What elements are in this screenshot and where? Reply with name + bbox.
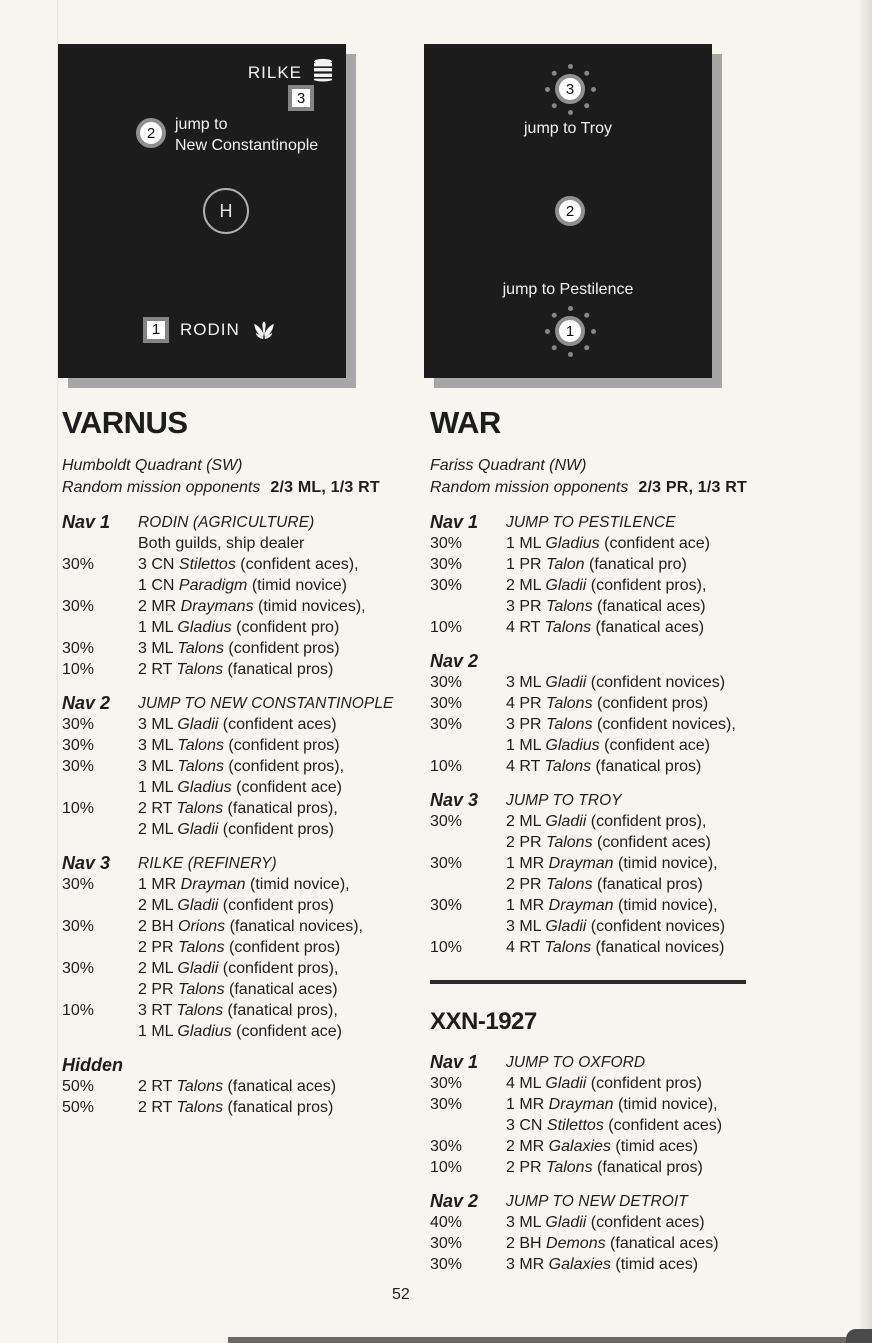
encounter-line: 2 ML Gladii (confident pros),: [506, 813, 707, 830]
encounter-probability: 30%: [62, 737, 95, 754]
encounter-line: 2 BH Orions (fanatical novices),: [138, 918, 363, 935]
encounter-line: 2 RT Talons (fanatical pros): [138, 661, 334, 678]
encounter-line: 3 CN Stilettos (confident aces): [506, 1117, 723, 1134]
nav-point-2-number: 2: [146, 124, 156, 142]
nav-point-1-asteroid-marker: [555, 316, 585, 346]
encounter-line: 3 CN Stilettos (confident aces),: [138, 556, 359, 573]
encounter-probability: [430, 832, 506, 853]
encounter-probability: [62, 979, 138, 1000]
encounter-line: 1 MR Drayman (timid novice),: [506, 897, 718, 914]
encounter-line: 2 RT Talons (fanatical pros): [138, 1099, 334, 1116]
nav-label: Nav 3: [430, 790, 479, 810]
page-number: 52: [392, 1286, 410, 1303]
encounter-line: 2 PR Talons (fanatical pros): [506, 1159, 703, 1176]
encounter-line: 3 ML Talons (confident pros): [138, 737, 340, 754]
jump-new-constantinople-label: jump to New Constantinople: [175, 116, 319, 154]
hidden-nav-marker: [203, 188, 249, 234]
nav-label: Nav 1: [62, 512, 111, 532]
system-title: WAR: [430, 405, 501, 440]
encounter-line: 2 ML Gladii (confident pros),: [506, 577, 707, 594]
encounter-probability: 30%: [430, 535, 463, 552]
encounter-line: 2 PR Talons (confident aces): [506, 834, 711, 851]
rilke-base-label: RILKE: [247, 62, 302, 82]
nav-section: [430, 1191, 778, 1275]
scan-bottom-band: [228, 1337, 872, 1343]
encounter-probability: 10%: [430, 939, 463, 956]
nav-label: Hidden: [62, 1055, 123, 1075]
encounter-line: 4 ML Gladii (confident pros): [506, 1075, 702, 1092]
nav-grid: [430, 512, 778, 638]
encounter-line: 3 PR Talons (confident novices),: [506, 716, 736, 733]
random-opponents-label: Random mission opponents: [430, 479, 629, 496]
encounter-probability: 30%: [430, 1096, 463, 1113]
encounter-line: 1 PR Talon (fanatical pro): [506, 556, 687, 573]
varnus-column: [62, 406, 410, 1118]
nav-point-3-marker: [288, 85, 314, 111]
nav-section: [62, 693, 410, 840]
system-xxn-1927: [430, 980, 778, 1275]
war-column: [430, 406, 778, 1275]
encounter-line: 2 MR Galaxies (timid aces): [506, 1138, 699, 1155]
encounter-probability: 30%: [62, 640, 95, 657]
encounter-line: 3 ML Gladii (confident aces): [506, 1214, 705, 1231]
encounter-probability: [430, 1115, 506, 1136]
system-title: VARNUS: [62, 405, 188, 440]
nav-grid: [62, 1055, 410, 1118]
encounter-line: 2 BH Demons (fanatical aces): [506, 1235, 719, 1252]
encounter-probability: 30%: [430, 1138, 463, 1155]
encounter-line: 3 ML Gladii (confident aces): [138, 716, 337, 733]
nav-title: RODIN (AGRICULTURE): [138, 514, 315, 531]
nav-section: [430, 651, 778, 777]
encounter-line: 2 MR Draymans (timid novices),: [138, 598, 366, 615]
nav-point-2-number: 2: [565, 202, 575, 220]
encounter-line: 1 CN Paradigm (timid novice): [138, 577, 347, 594]
encounter-probability: 30%: [430, 855, 463, 872]
encounter-probability: 30%: [430, 1256, 463, 1273]
jump-troy-label: jump to Troy: [523, 120, 613, 137]
nav-grid: [62, 512, 410, 680]
nav-point-2-marker: [136, 118, 166, 148]
encounter-line: 1 MR Drayman (timid novice),: [506, 855, 718, 872]
nav-title: JUMP TO PESTILENCE: [506, 514, 676, 531]
encounter-line: 3 PR Talons (fanatical aces): [506, 598, 706, 615]
rilke-base-row: [248, 57, 336, 88]
nav-title: JUMP TO TROY: [506, 792, 622, 809]
encounter-probability: [62, 777, 138, 798]
encounter-probability: 30%: [62, 876, 95, 893]
encounter-probability: [62, 575, 138, 596]
nav-section: [430, 1052, 778, 1178]
encounter-line: 1 ML Gladius (confident ace): [506, 535, 710, 552]
encounter-probability: 10%: [62, 800, 95, 817]
encounter-probability: 10%: [62, 1002, 95, 1019]
nav-point-1-marker: [143, 317, 169, 343]
encounter-line: 2 RT Talons (fanatical aces): [138, 1078, 337, 1095]
scan-right-shading: [858, 0, 872, 1343]
encounter-line: 1 ML Gladius (confident pro): [138, 619, 340, 636]
encounter-line: 3 ML Gladii (confident novices): [506, 918, 726, 935]
nav-point-3-marker: [555, 74, 585, 104]
encounter-probability: 30%: [430, 1075, 463, 1092]
encounter-line: 2 ML Gladii (confident pros),: [138, 960, 339, 977]
encounter-line: 3 RT Talons (fanatical pros),: [138, 1002, 338, 1019]
encounter-probability: [62, 937, 138, 958]
system-war: [430, 406, 778, 958]
nav-label: Nav 1: [430, 512, 479, 532]
random-opponents-value: 2/3 ML, 1/3 RT: [270, 479, 380, 496]
nav-grid: [430, 1052, 778, 1178]
system-title: XXN-1927: [430, 1008, 537, 1035]
nav-grid: [62, 693, 410, 840]
refinery-barrel-icon: [310, 57, 336, 88]
encounter-line: 1 MR Drayman (timid novice),: [506, 1096, 718, 1113]
encounter-line: 3 ML Gladii (confident novices): [506, 674, 726, 691]
encounter-probability: [62, 617, 138, 638]
agriculture-plant-icon: [251, 314, 277, 345]
encounter-probability: [430, 874, 506, 895]
encounter-probability: 30%: [430, 577, 463, 594]
pct-cell-empty: [62, 533, 138, 554]
nav-grid: [430, 790, 778, 958]
encounter-probability: 10%: [430, 1159, 463, 1176]
nav-grid: [430, 1191, 778, 1275]
varnus-system-map: [58, 44, 346, 378]
encounter-line: 2 RT Talons (fanatical pros),: [138, 800, 338, 817]
nav-point-1-marker: [555, 316, 585, 346]
quadrant-label: Humboldt Quadrant (SW): [62, 457, 243, 474]
encounter-probability: 30%: [62, 556, 95, 573]
nav-label: Nav 1: [430, 1052, 479, 1072]
encounter-probability: 30%: [430, 695, 463, 712]
nav-title: JUMP TO NEW DETROIT: [506, 1193, 688, 1210]
nav-point-3-asteroid-marker: [555, 74, 585, 104]
encounter-line: 1 ML Gladius (confident ace): [138, 779, 342, 796]
encounter-probability: 30%: [62, 960, 95, 977]
encounter-probability: 30%: [430, 556, 463, 573]
nav-title: JUMP TO NEW CONSTANTINOPLE: [138, 695, 394, 712]
nav-title: JUMP TO OXFORD: [506, 1054, 646, 1071]
nav-point-3-number: 3: [565, 80, 575, 98]
encounter-probability: 30%: [430, 674, 463, 691]
nav-label: Nav 2: [430, 651, 479, 671]
system-varnus: [62, 406, 410, 1118]
nav-point-2-marker: [555, 196, 585, 226]
encounter-probability: 30%: [430, 1235, 463, 1252]
encounter-line: 1 ML Gladius (confident ace): [138, 1023, 342, 1040]
rodin-base-row: [143, 314, 277, 345]
random-opponents-value: 2/3 PR, 1/3 RT: [638, 479, 747, 496]
encounter-line: 2 ML Gladii (confident pros): [138, 897, 334, 914]
nav-point-1-number: 1: [565, 322, 575, 340]
nav-section: [430, 790, 778, 958]
encounter-probability: 30%: [430, 897, 463, 914]
encounter-line: 3 MR Galaxies (timid aces): [506, 1256, 699, 1273]
nav-title: [506, 651, 778, 672]
encounter-line: 1 MR Drayman (timid novice),: [138, 876, 350, 893]
encounter-probability: 10%: [62, 661, 95, 678]
encounter-probability: [62, 1021, 138, 1042]
quadrant-label: Fariss Quadrant (NW): [430, 457, 587, 474]
encounter-line: 1 ML Gladius (confident ace): [506, 737, 710, 754]
encounter-probability: [430, 596, 506, 617]
encounter-probability: 30%: [62, 918, 95, 935]
nav-title: [138, 1055, 410, 1076]
encounter-probability: 30%: [62, 598, 95, 615]
encounter-probability: [62, 895, 138, 916]
encounter-probability: 30%: [430, 716, 463, 733]
encounter-probability: 10%: [430, 619, 463, 636]
encounter-line: 4 PR Talons (confident pros): [506, 695, 709, 712]
hidden-nav-letter: H: [219, 200, 233, 221]
random-opponents-line: [430, 477, 778, 499]
encounter-line: 2 PR Talons (fanatical pros): [506, 876, 703, 893]
jump-pestilence-label: jump to Pestilence: [502, 281, 634, 298]
encounter-probability: 30%: [62, 758, 95, 775]
nav-label: Nav 2: [430, 1191, 479, 1211]
nav-label: Nav 2: [62, 693, 111, 713]
nav-section: [62, 512, 410, 680]
nav-section: [62, 1055, 410, 1118]
encounter-probability: [62, 819, 138, 840]
encounter-line: 4 RT Talons (fanatical novices): [506, 939, 725, 956]
nav-grid: [62, 853, 410, 1042]
nav-label: Nav 3: [62, 853, 111, 873]
nav-title: RILKE (REFINERY): [138, 855, 277, 872]
encounter-probability: 50%: [62, 1099, 95, 1116]
section-divider: [430, 980, 746, 984]
rodin-base-label: RODIN: [180, 319, 240, 339]
nav-point-1-number: 1: [151, 321, 161, 338]
scan-corner-shadow: [846, 1329, 872, 1343]
encounter-line: 4 RT Talons (fanatical pros): [506, 758, 702, 775]
encounter-line: 2 PR Talons (confident pros): [138, 939, 341, 956]
nav-extra-note: Both guilds, ship dealer: [138, 535, 305, 552]
encounter-probability: 10%: [430, 758, 463, 775]
encounter-line: 3 ML Talons (confident pros): [138, 640, 340, 657]
encounter-line: 2 PR Talons (fanatical aces): [138, 981, 338, 998]
war-system-map: [424, 44, 712, 378]
encounter-probability: 30%: [430, 813, 463, 830]
nav-point-3-number: 3: [296, 89, 306, 107]
nav-section: [430, 512, 778, 638]
encounter-probability: 30%: [62, 716, 95, 733]
random-opponents-label: Random mission opponents: [62, 479, 261, 496]
encounter-line: 4 RT Talons (fanatical aces): [506, 619, 705, 636]
encounter-line: 3 ML Talons (confident pros),: [138, 758, 345, 775]
random-opponents-line: [62, 477, 410, 499]
nav-section: [62, 853, 410, 1042]
encounter-probability: [430, 735, 506, 756]
encounter-probability: [430, 916, 506, 937]
encounter-probability: 50%: [62, 1078, 95, 1095]
encounter-line: 2 ML Gladii (confident pros): [138, 821, 334, 838]
nav-grid: [430, 651, 778, 777]
encounter-probability: 40%: [430, 1214, 463, 1231]
